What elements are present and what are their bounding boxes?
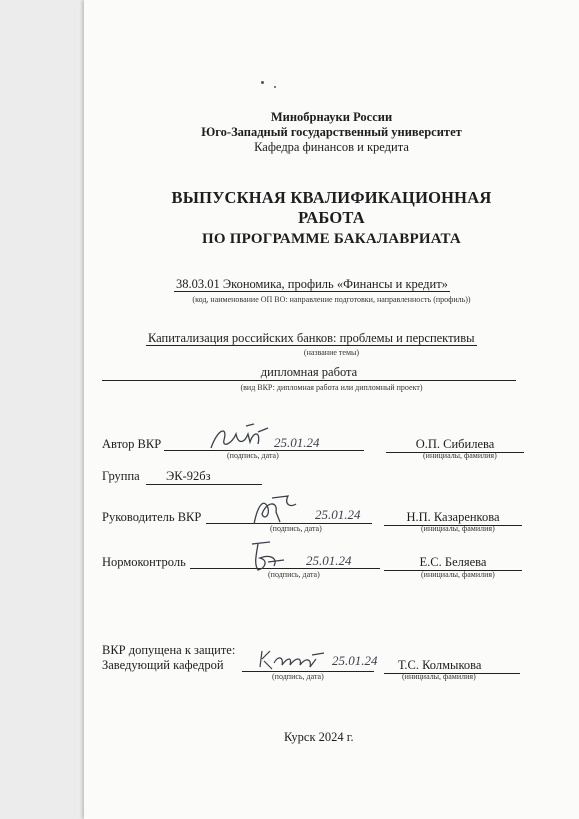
supervisor-label: Руководитель ВКР [102,510,202,524]
normcontrol-label: Нормоконтроль [102,555,186,569]
ministry-name: Минобрнауки России [270,110,393,124]
group-label: Группа [102,469,140,483]
group-value: ЭК-92бз [146,469,262,485]
head-label: Заведующий кафедрой [102,658,224,672]
program-field [174,277,450,292]
supervisor-date: 25.01.24 [315,507,361,522]
scan-dot [261,81,264,84]
author-sign-caption: (подпись, дата) [227,451,279,460]
work-type-field [102,365,516,381]
head-signature-icon [254,645,334,673]
author-date: 25.01.24 [274,435,320,450]
supervisor-sign-caption: (подпись, дата) [270,524,322,533]
supervisor-name: Н.П. Казаренкова [384,510,522,526]
supervisor-signature-icon [244,494,314,528]
normcontrol-sign-caption: (подпись, дата) [268,570,320,579]
city-year: Курск 2024 г. [284,730,354,744]
author-name-caption: (инициалы, фамилия) [423,451,497,460]
head-name: Т.С. Колмыкова [384,658,520,674]
topic-value: Капитализация российских банков: проблемы и перспективы [148,331,475,345]
admission-label: ВКР допущена к защите: [102,643,236,657]
head-name-caption: (инициалы, фамилия) [402,672,476,681]
head-date: 25.01.24 [332,653,378,668]
author-label: Автор ВКР [102,437,162,451]
program-caption: (код, наименование ОП ВО: направление подготовки, направленность (профиль)) [192,295,471,304]
program-value: 38.03.01 Экономика, профиль «Финансы и кредит» [176,277,448,291]
document-page [84,0,579,819]
title-line-3: ПО ПРОГРАММЕ БАКАЛАВРИАТА [202,231,461,247]
topic-caption: (название темы) [303,348,360,357]
supervisor-name-caption: (инициалы, фамилия) [421,524,495,533]
work-type-caption: (вид ВКР: дипломная работа или дипломный проект) [240,383,423,392]
scan-dot [274,86,276,88]
author-name: О.П. Сибилева [386,437,524,453]
normcontrol-signature-icon [244,540,294,574]
head-sign-caption: (подпись, дата) [272,672,324,681]
work-type-value: дипломная работа [260,365,358,379]
normcontrol-date: 25.01.24 [306,553,352,568]
title-line-2: РАБОТА [298,208,365,227]
normcontrol-name: Е.С. Беляева [384,555,522,571]
normcontrol-name-caption: (инициалы, фамилия) [421,570,495,579]
title-line-1: ВЫПУСКНАЯ КВАЛИФИКАЦИОННАЯ [171,188,492,207]
university-name: Юго-Западный государственный университет [201,125,462,139]
department-name: Кафедра финансов и кредита [254,140,409,154]
topic-field [146,331,477,346]
